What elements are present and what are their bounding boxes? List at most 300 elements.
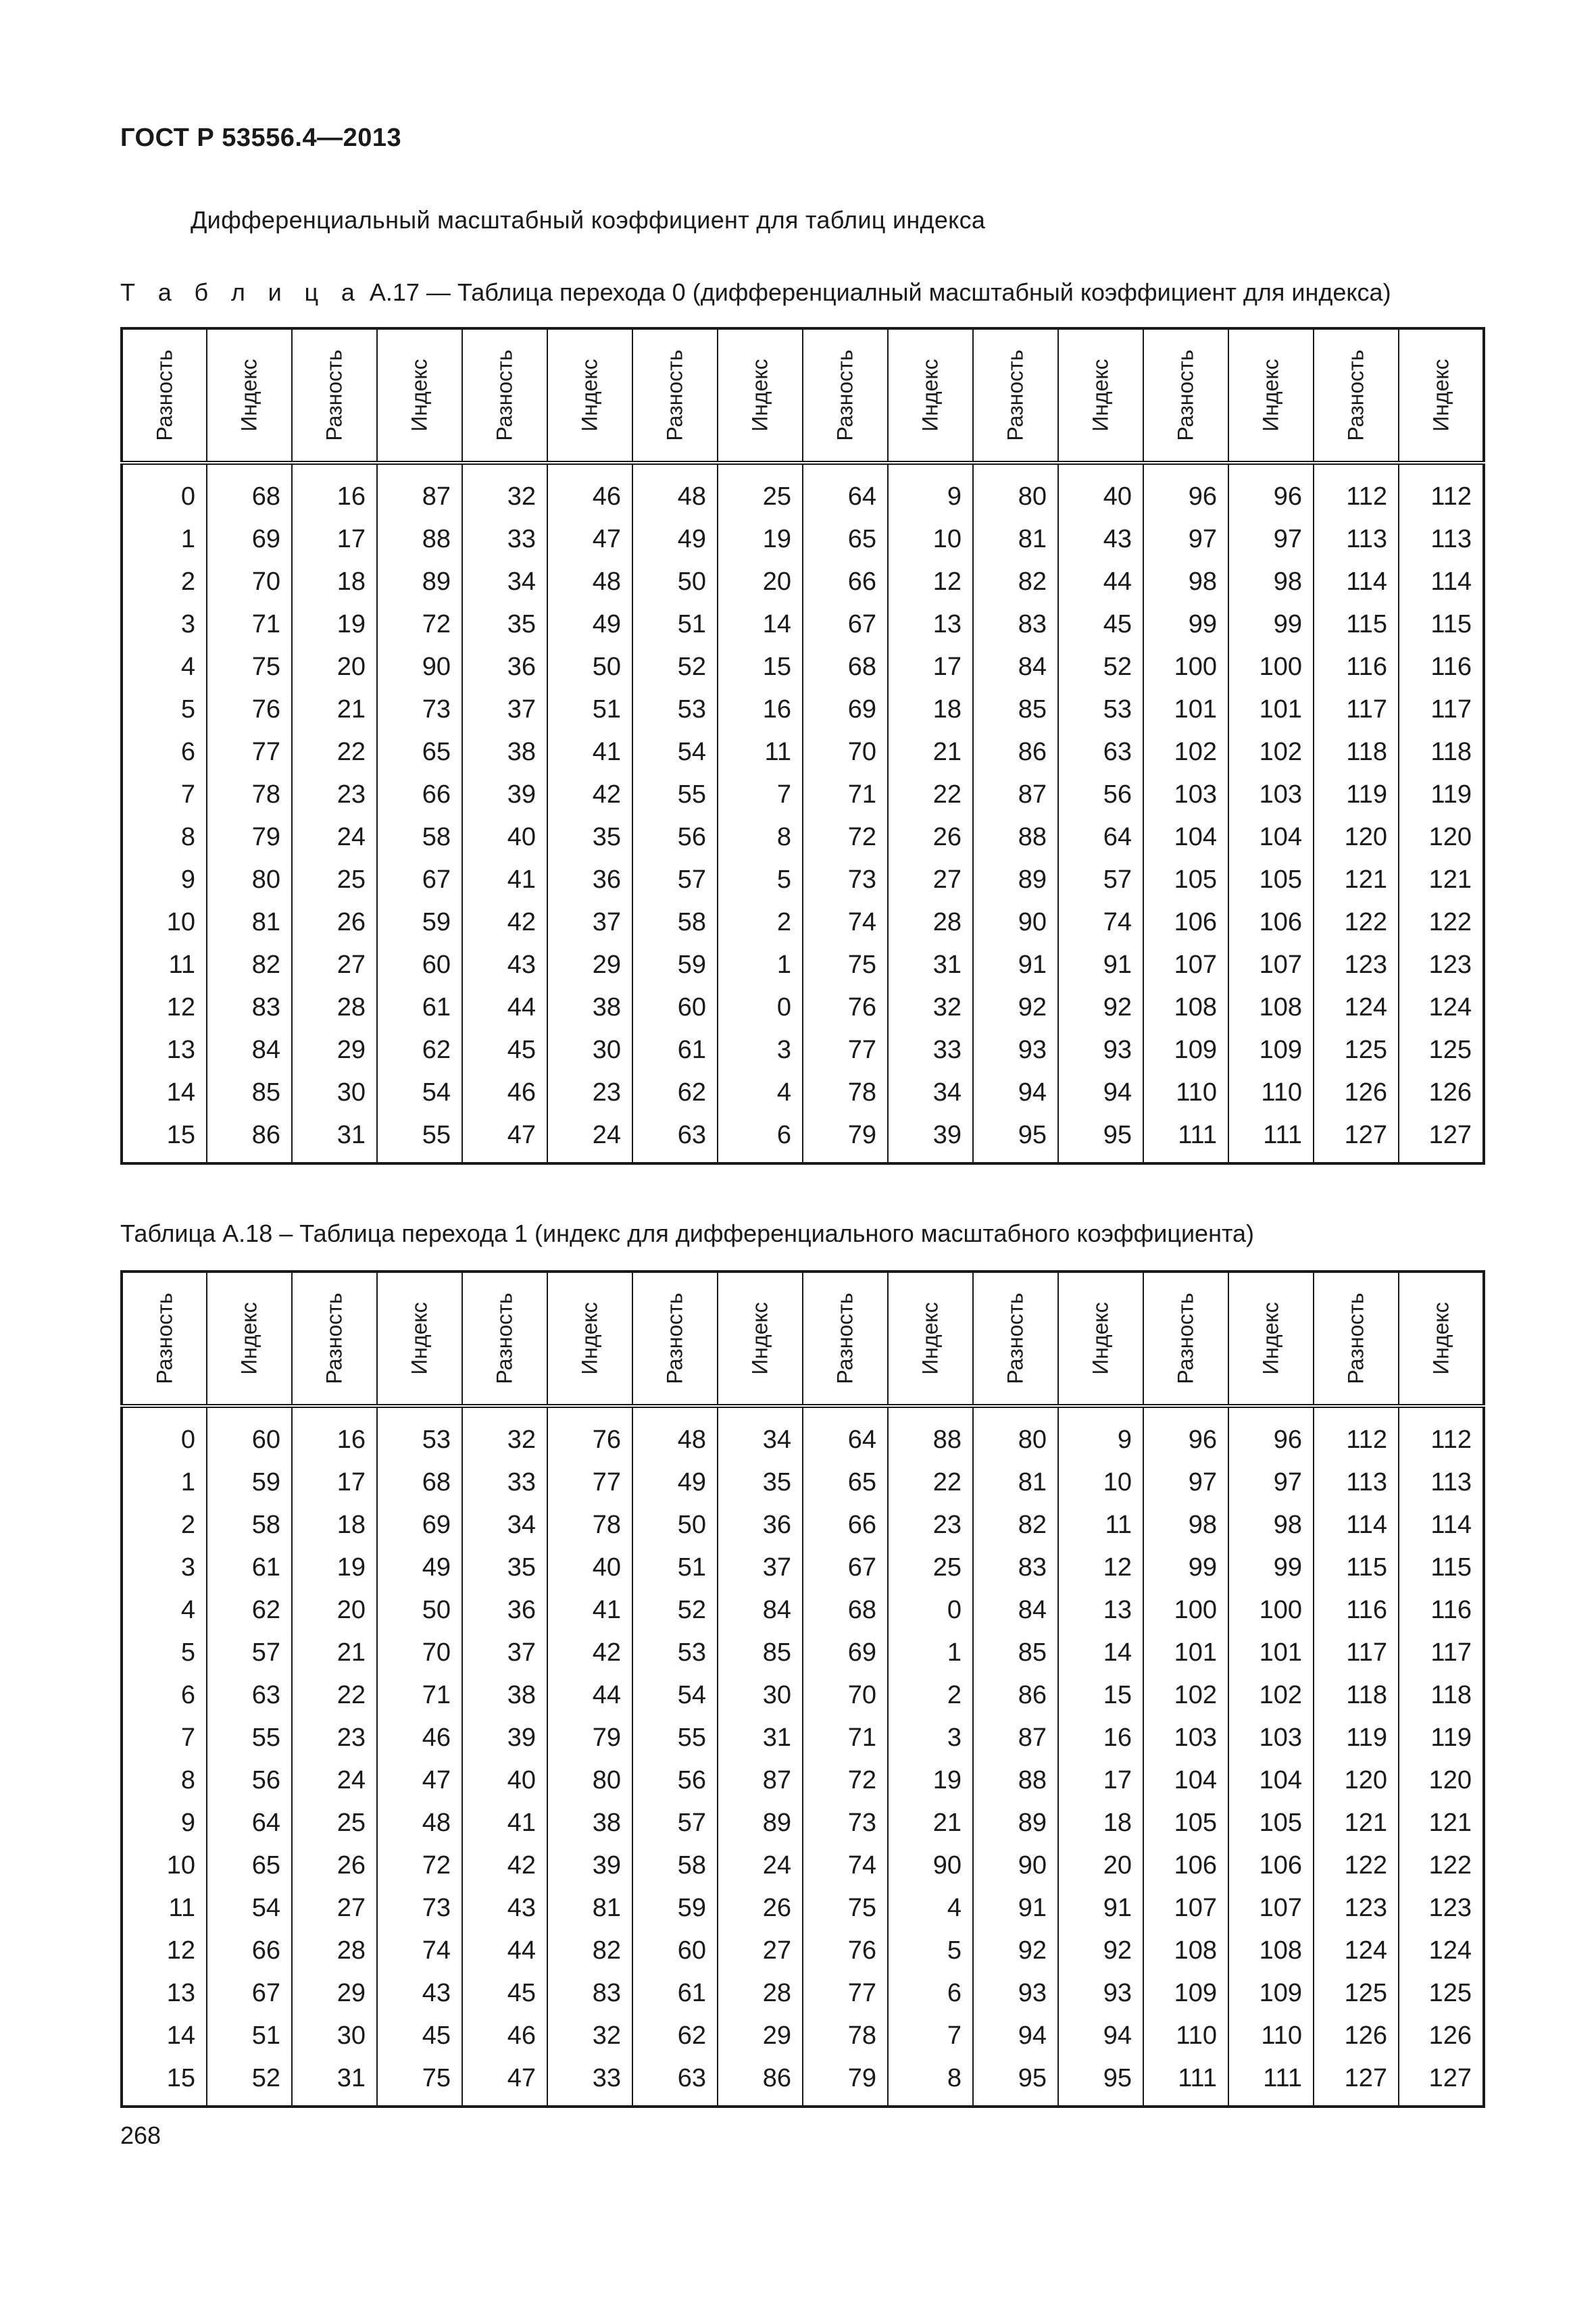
table-cell: 82 <box>973 1504 1058 1546</box>
table-row <box>122 1632 1484 1674</box>
table-cell: 61 <box>207 1546 292 1589</box>
table-cell: 106 <box>1143 901 1228 944</box>
table-cell: 84 <box>973 646 1058 688</box>
table-cell: 3 <box>888 1717 973 1759</box>
table-cell: 118 <box>1314 1674 1399 1717</box>
table-cell: 54 <box>632 731 718 774</box>
table-cell: 43 <box>462 1887 547 1930</box>
table-cell: 0 <box>122 1406 207 1461</box>
table-cell: 17 <box>1058 1759 1143 1802</box>
table-cell: 99 <box>1143 603 1228 646</box>
table-cell: 96 <box>1228 1406 1314 1461</box>
table-row <box>122 1930 1484 1972</box>
table-cell: 120 <box>1399 816 1484 859</box>
table-cell: 89 <box>377 561 462 603</box>
column-header <box>122 328 207 463</box>
table-cell: 82 <box>547 1930 632 1972</box>
table-cell: 48 <box>377 1802 462 1844</box>
table-cell: 94 <box>973 2015 1058 2057</box>
table-cell: 66 <box>803 561 888 603</box>
table-cell: 77 <box>803 1029 888 1072</box>
table-cell: 109 <box>1143 1029 1228 1072</box>
table-cell: 33 <box>547 2057 632 2107</box>
table-cell: 127 <box>1314 1114 1399 1163</box>
table-cell: 99 <box>1143 1546 1228 1589</box>
table-cell: 61 <box>377 986 462 1029</box>
table-cell: 75 <box>803 1887 888 1930</box>
table-cell: 121 <box>1314 859 1399 901</box>
table-cell: 72 <box>803 816 888 859</box>
table-cell: 101 <box>1228 688 1314 731</box>
table-cell: 65 <box>377 731 462 774</box>
table-cell: 89 <box>973 859 1058 901</box>
table-cell: 70 <box>377 1632 462 1674</box>
table-cell: 36 <box>718 1504 803 1546</box>
table-cell: 85 <box>973 688 1058 731</box>
table-cell: 78 <box>803 1072 888 1114</box>
column-header <box>547 328 632 463</box>
table-cell: 24 <box>292 1759 377 1802</box>
table-cell: 15 <box>718 646 803 688</box>
column-header-label: Индекс <box>407 359 432 432</box>
table-cell: 85 <box>718 1632 803 1674</box>
table-cell: 16 <box>292 1406 377 1461</box>
table-row <box>122 2057 1484 2107</box>
table-cell: 17 <box>292 1461 377 1504</box>
table-cell: 124 <box>1314 986 1399 1029</box>
table-cell: 75 <box>803 944 888 986</box>
table-cell: 118 <box>1399 1674 1484 1717</box>
table-cell: 64 <box>803 1406 888 1461</box>
table-cell: 71 <box>377 1674 462 1717</box>
table-cell: 104 <box>1143 816 1228 859</box>
table-cell: 11 <box>718 731 803 774</box>
column-header-label: Разность <box>322 1292 347 1384</box>
column-header-label: Индекс <box>1428 359 1453 432</box>
table-cell: 48 <box>632 1406 718 1461</box>
table-cell: 5 <box>888 1930 973 1972</box>
table-cell: 58 <box>377 816 462 859</box>
table-cell: 26 <box>292 901 377 944</box>
table-cell: 124 <box>1399 1930 1484 1972</box>
table-cell: 111 <box>1228 1114 1314 1163</box>
column-header-label: Разность <box>1343 349 1368 441</box>
table-cell: 37 <box>718 1546 803 1589</box>
table-cell: 125 <box>1314 1972 1399 2015</box>
column-header <box>122 1272 207 1406</box>
table-cell: 92 <box>973 1930 1058 1972</box>
table-header-row <box>122 328 1484 463</box>
table-cell: 37 <box>462 1632 547 1674</box>
table-cell: 99 <box>1228 603 1314 646</box>
table-cell: 34 <box>718 1406 803 1461</box>
table-cell: 30 <box>292 1072 377 1114</box>
table-cell: 125 <box>1314 1029 1399 1072</box>
column-header <box>1228 328 1314 463</box>
table-cell: 25 <box>292 859 377 901</box>
table-cell: 54 <box>207 1887 292 1930</box>
table-cell: 107 <box>1143 1887 1228 1930</box>
table-cell: 44 <box>462 986 547 1029</box>
table-cell: 95 <box>973 2057 1058 2107</box>
table-cell: 40 <box>547 1546 632 1589</box>
table-cell: 59 <box>207 1461 292 1504</box>
table-row <box>122 463 1484 518</box>
table-cell: 91 <box>1058 944 1143 986</box>
table-cell: 44 <box>462 1930 547 1972</box>
table-row <box>122 859 1484 901</box>
table-cell: 29 <box>292 1972 377 2015</box>
column-header-label: Разность <box>1003 349 1028 441</box>
table-cell: 7 <box>122 774 207 816</box>
table-cell: 62 <box>207 1589 292 1632</box>
table-row <box>122 1759 1484 1802</box>
table-a18 <box>120 1270 1485 2108</box>
table-cell: 77 <box>803 1972 888 2015</box>
table-cell: 13 <box>122 1972 207 2015</box>
column-header <box>1143 328 1228 463</box>
table-row <box>122 1546 1484 1589</box>
table-cell: 105 <box>1143 859 1228 901</box>
table-cell: 97 <box>1228 518 1314 561</box>
table-cell: 121 <box>1399 859 1484 901</box>
table-cell: 70 <box>803 731 888 774</box>
column-header-label: Индекс <box>407 1302 432 1375</box>
table-cell: 94 <box>1058 2015 1143 2057</box>
table-cell: 108 <box>1143 1930 1228 1972</box>
table-cell: 56 <box>207 1759 292 1802</box>
table-cell: 65 <box>207 1844 292 1887</box>
table-cell: 87 <box>377 463 462 518</box>
table-cell: 49 <box>632 1461 718 1504</box>
table-cell: 90 <box>377 646 462 688</box>
table-cell: 80 <box>207 859 292 901</box>
table-cell: 14 <box>122 2015 207 2057</box>
table-cell: 83 <box>547 1972 632 2015</box>
column-header-label: Индекс <box>1258 359 1283 432</box>
table-caption-text: А.18 – Таблица перехода 1 (индекс для дифференциального масштабного коэффициента) <box>216 1219 1255 1247</box>
table-cell: 63 <box>632 2057 718 2107</box>
table-cell: 55 <box>632 1717 718 1759</box>
table-cell: 87 <box>973 1717 1058 1759</box>
table-cell: 59 <box>632 944 718 986</box>
table-cell: 65 <box>803 518 888 561</box>
table-cell: 64 <box>1058 816 1143 859</box>
table-cell: 92 <box>1058 1930 1143 1972</box>
table-row <box>122 1461 1484 1504</box>
table-cell: 122 <box>1314 901 1399 944</box>
table-cell: 12 <box>1058 1546 1143 1589</box>
table-cell: 47 <box>462 1114 547 1163</box>
table-cell: 97 <box>1228 1461 1314 1504</box>
table-cell: 43 <box>377 1972 462 2015</box>
column-header-label: Разность <box>832 1292 857 1384</box>
table-cell: 32 <box>462 1406 547 1461</box>
column-header <box>547 1272 632 1406</box>
table-cell: 69 <box>803 688 888 731</box>
column-header <box>1228 1272 1314 1406</box>
table-cell: 67 <box>803 603 888 646</box>
table-cell: 6 <box>888 1972 973 2015</box>
table-cell: 31 <box>718 1717 803 1759</box>
table-cell: 59 <box>377 901 462 944</box>
table-cell: 33 <box>462 518 547 561</box>
table-cell: 9 <box>1058 1406 1143 1461</box>
table-cell: 101 <box>1143 1632 1228 1674</box>
table-cell: 44 <box>547 1674 632 1717</box>
table-cell: 4 <box>122 1589 207 1632</box>
column-header <box>207 1272 292 1406</box>
table-cell: 40 <box>462 816 547 859</box>
table-cell: 103 <box>1228 774 1314 816</box>
table-cell: 111 <box>1143 1114 1228 1163</box>
table-cell: 119 <box>1399 1717 1484 1759</box>
table-cell: 39 <box>462 1717 547 1759</box>
table-cell: 9 <box>888 463 973 518</box>
table-cell: 38 <box>547 986 632 1029</box>
table-cell: 96 <box>1143 1406 1228 1461</box>
table-cell: 78 <box>207 774 292 816</box>
table-caption-text: А.17 — Таблица перехода 0 (дифференциалный масштабный коэффициент для индекса) <box>362 278 1391 306</box>
table-cell: 42 <box>462 1844 547 1887</box>
table-cell: 100 <box>1143 1589 1228 1632</box>
table-cell: 23 <box>292 774 377 816</box>
table-cell: 53 <box>1058 688 1143 731</box>
table-cell: 60 <box>632 1930 718 1972</box>
table-cell: 124 <box>1314 1930 1399 1972</box>
table-cell: 47 <box>462 2057 547 2107</box>
table-cell: 68 <box>207 463 292 518</box>
table-cell: 97 <box>1143 518 1228 561</box>
table-cell: 2 <box>122 1504 207 1546</box>
table-cell: 36 <box>462 646 547 688</box>
table-cell: 112 <box>1314 463 1399 518</box>
table-cell: 18 <box>888 688 973 731</box>
table-cell: 51 <box>547 688 632 731</box>
table-cell: 63 <box>1058 731 1143 774</box>
table-cell: 96 <box>1143 463 1228 518</box>
table-cell: 112 <box>1399 463 1484 518</box>
table-cell: 116 <box>1314 646 1399 688</box>
table-cell: 20 <box>292 646 377 688</box>
table-cell: 73 <box>377 688 462 731</box>
table-cell: 123 <box>1314 1887 1399 1930</box>
table-cell: 11 <box>122 1887 207 1930</box>
table-cell: 50 <box>377 1589 462 1632</box>
table-cell: 4 <box>718 1072 803 1114</box>
column-header-label: Индекс <box>1088 1302 1113 1375</box>
table-cell: 45 <box>377 2015 462 2057</box>
table-cell: 26 <box>718 1887 803 1930</box>
table-cell: 114 <box>1314 1504 1399 1546</box>
table-cell: 116 <box>1314 1589 1399 1632</box>
table-cell: 0 <box>888 1589 973 1632</box>
table-cell: 40 <box>462 1759 547 1802</box>
table-cell: 86 <box>207 1114 292 1163</box>
table-cell: 101 <box>1143 688 1228 731</box>
table-cell: 108 <box>1228 1930 1314 1972</box>
table-cell: 95 <box>973 1114 1058 1163</box>
table-cell: 15 <box>122 1114 207 1163</box>
table-row <box>122 1114 1484 1163</box>
table-cell: 122 <box>1399 901 1484 944</box>
table-cell: 31 <box>292 1114 377 1163</box>
column-header <box>1314 328 1399 463</box>
table-row <box>122 1802 1484 1844</box>
table-cell: 68 <box>803 646 888 688</box>
table-cell: 15 <box>1058 1674 1143 1717</box>
table-cell: 110 <box>1228 2015 1314 2057</box>
table-cell: 106 <box>1228 901 1314 944</box>
table-cell: 107 <box>1143 944 1228 986</box>
table-row <box>122 901 1484 944</box>
table-cell: 22 <box>888 1461 973 1504</box>
table-cell: 109 <box>1143 1972 1228 2015</box>
table-cell: 50 <box>632 561 718 603</box>
table-cell: 100 <box>1228 1589 1314 1632</box>
table-cell: 112 <box>1314 1406 1399 1461</box>
table-cell: 18 <box>292 1504 377 1546</box>
column-header <box>888 1272 973 1406</box>
table-cell: 7 <box>122 1717 207 1759</box>
table-cell: 19 <box>292 603 377 646</box>
table-cell: 20 <box>292 1589 377 1632</box>
table-cell: 25 <box>292 1802 377 1844</box>
table-cell: 81 <box>207 901 292 944</box>
table-cell: 105 <box>1228 859 1314 901</box>
table-cell: 18 <box>292 561 377 603</box>
table-cell: 56 <box>632 1759 718 1802</box>
table-cell: 126 <box>1314 1072 1399 1114</box>
column-header-label: Индекс <box>918 359 943 432</box>
table-cell: 102 <box>1228 731 1314 774</box>
table-cell: 54 <box>632 1674 718 1717</box>
table-cell: 48 <box>547 561 632 603</box>
table-cell: 49 <box>377 1546 462 1589</box>
table-cell: 62 <box>377 1029 462 1072</box>
table-cell: 106 <box>1228 1844 1314 1887</box>
table-cell: 10 <box>888 518 973 561</box>
column-header <box>292 328 377 463</box>
table-cell: 41 <box>462 1802 547 1844</box>
table-row <box>122 1887 1484 1930</box>
table-cell: 91 <box>973 944 1058 986</box>
table-row <box>122 603 1484 646</box>
table-cell: 6 <box>122 731 207 774</box>
table-cell: 93 <box>973 1029 1058 1072</box>
table-cell: 1 <box>122 518 207 561</box>
column-header <box>1314 1272 1399 1406</box>
column-header <box>292 1272 377 1406</box>
table-cell: 52 <box>207 2057 292 2107</box>
table-cell: 106 <box>1143 1844 1228 1887</box>
table-cell: 98 <box>1143 561 1228 603</box>
table-cell: 29 <box>718 2015 803 2057</box>
table-cell: 35 <box>462 1546 547 1589</box>
table-cell: 74 <box>1058 901 1143 944</box>
table-cell: 46 <box>377 1717 462 1759</box>
table-cell: 71 <box>207 603 292 646</box>
table-cell: 22 <box>292 731 377 774</box>
table-cell: 8 <box>718 816 803 859</box>
table-cell: 6 <box>122 1674 207 1717</box>
table-cell: 31 <box>292 2057 377 2107</box>
table-row <box>122 1589 1484 1632</box>
column-header <box>1399 328 1484 463</box>
table-cell: 103 <box>1143 774 1228 816</box>
table-cell: 75 <box>207 646 292 688</box>
table-cell: 86 <box>973 1674 1058 1717</box>
table-cell: 67 <box>377 859 462 901</box>
column-header-label: Индекс <box>236 1302 261 1375</box>
table-cell: 36 <box>462 1589 547 1632</box>
table-cell: 20 <box>1058 1844 1143 1887</box>
table-row <box>122 944 1484 986</box>
table-cell: 105 <box>1228 1802 1314 1844</box>
column-header-label: Индекс <box>577 359 602 432</box>
table-cell: 121 <box>1399 1802 1484 1844</box>
table-cell: 14 <box>122 1072 207 1114</box>
table-cell: 84 <box>718 1589 803 1632</box>
table-cell: 61 <box>632 1029 718 1072</box>
table-cell: 28 <box>292 986 377 1029</box>
table-cell: 76 <box>207 688 292 731</box>
table-cell: 77 <box>207 731 292 774</box>
table-cell: 94 <box>1058 1072 1143 1114</box>
column-header-label: Разность <box>662 349 687 441</box>
table-cell: 12 <box>122 986 207 1029</box>
table-cell: 117 <box>1399 688 1484 731</box>
table-cell: 72 <box>377 603 462 646</box>
table-cell: 28 <box>292 1930 377 1972</box>
table-cell: 69 <box>207 518 292 561</box>
table-cell: 34 <box>462 1504 547 1546</box>
table-cell: 42 <box>462 901 547 944</box>
table-cell: 126 <box>1314 2015 1399 2057</box>
table-cell: 71 <box>803 774 888 816</box>
table-cell: 98 <box>1143 1504 1228 1546</box>
column-header <box>377 328 462 463</box>
table-cell: 76 <box>803 986 888 1029</box>
column-header <box>803 1272 888 1406</box>
column-header-label: Разность <box>1173 349 1198 441</box>
table-cell: 108 <box>1228 986 1314 1029</box>
table-cell: 30 <box>718 1674 803 1717</box>
table-cell: 62 <box>632 2015 718 2057</box>
table-cell: 83 <box>207 986 292 1029</box>
table-cell: 68 <box>377 1461 462 1504</box>
table-cell: 93 <box>973 1972 1058 2015</box>
table-cell: 9 <box>122 1802 207 1844</box>
table-cell: 45 <box>462 1972 547 2015</box>
table-cell: 61 <box>632 1972 718 2015</box>
table-cell: 19 <box>292 1546 377 1589</box>
table-row <box>122 1844 1484 1887</box>
table-cell: 103 <box>1228 1717 1314 1759</box>
table-cell: 70 <box>207 561 292 603</box>
table-cell: 87 <box>973 774 1058 816</box>
table-cell: 98 <box>1228 561 1314 603</box>
table-cell: 15 <box>122 2057 207 2107</box>
table-cell: 29 <box>292 1029 377 1072</box>
column-header-label: Разность <box>152 349 176 441</box>
table-cell: 11 <box>122 944 207 986</box>
table-cell: 28 <box>718 1972 803 2015</box>
table-cell: 99 <box>1228 1546 1314 1589</box>
table-cell: 58 <box>632 901 718 944</box>
table-caption-label: Таблица <box>120 1219 216 1247</box>
table-cell: 115 <box>1314 603 1399 646</box>
